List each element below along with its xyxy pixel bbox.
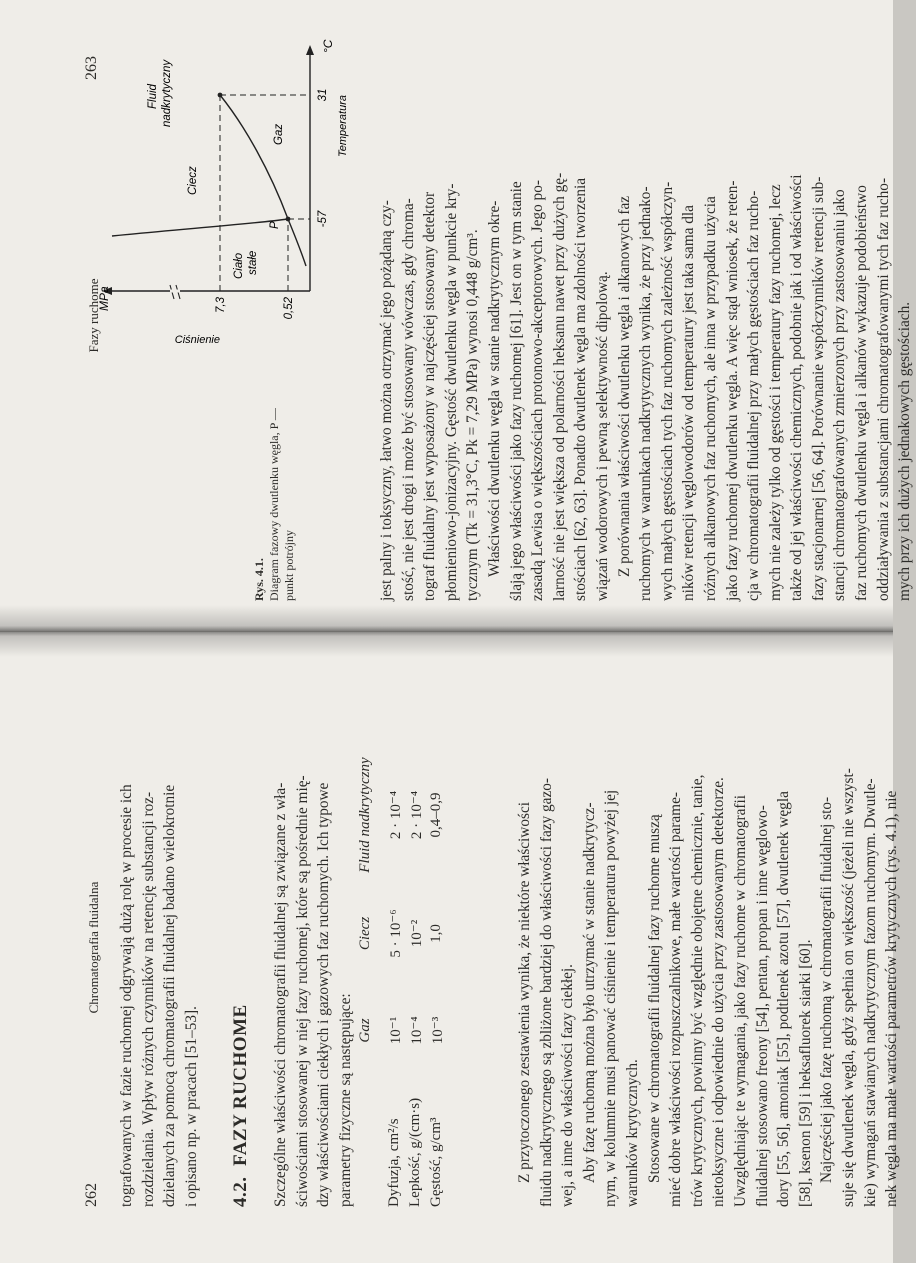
figure-caption (252, 371, 297, 601)
table-header-empty (356, 1079, 375, 1207)
right-paragraphs-body (376, 53, 916, 601)
melting-curve (112, 219, 288, 236)
table-header-gas: Gaz (357, 1018, 373, 1043)
text-line: stość, nie jest drogi i może być stosowany wówczas, gdy chroma- (399, 198, 417, 601)
x-axis-title: Temperatura (337, 95, 349, 157)
left-intro-paragraph (116, 687, 202, 1207)
text-line: suje się dwutlenek węgla, gdyż spełnia on większość (jeżeli nie wszyst- (839, 768, 857, 1207)
left-paragraphs-body (514, 687, 903, 1207)
triple-point-label: P (269, 221, 281, 229)
text-line: dzielanych za pomocą chromatografii fluidalnej badano wielokrotnie (161, 784, 179, 1207)
region-label-gas: Gaz (273, 123, 285, 145)
text-line: parametry fizyczne są następujące: (336, 993, 354, 1207)
text-line: larność nie jest większa od polarności heksanu nawet przy dużych gę- (550, 172, 568, 601)
text-line: Aby fazę ruchomą można było utrzymać w stanie nadkrytycz- (580, 802, 598, 1183)
y-axis-title: Ciśnienie (174, 334, 220, 346)
region-label-supercritical: Fluid (147, 84, 159, 109)
x-axis-arrow (306, 45, 314, 55)
section-title: FAZY RUCHOME (230, 1004, 251, 1166)
text-line: wej, a inne do właściwości fazy ciekłej. (559, 964, 577, 1207)
text-line: nek węgla ma małe wartości parametrów krytycznych (rys. 4.1), nie (883, 790, 901, 1207)
text-line: fluidalnej stosowano freony [54], pentan, propan i inne węglowo- (753, 805, 771, 1207)
text-line: jest palny i toksyczny, łatwo można otrzymać jego pożądaną czy- (378, 200, 395, 601)
cell-gas: 10⁻³ (430, 1016, 446, 1045)
text-line: ściwościami stosowanej w niej fazy ruchomej, które są pośrednie mię- (293, 775, 311, 1207)
text-line: mych nie zależy tylko od gęstości i temperatury fazy ruchomej, lecz (766, 184, 784, 601)
co2-phase-diagram (92, 36, 352, 346)
text-line: Uwzględniając te wymagania, jako fazy ruchome w chromatografii (731, 795, 749, 1207)
left-page (0, 632, 901, 1263)
text-line: Z przytoczonego zestawienia wynika, że niektóre właściwości (516, 802, 533, 1183)
text-line: jako fazy ruchomej dwutlenku węgla. A więc stąd wniosek, że reten- (723, 180, 741, 601)
text-line: warunków krytycznych. (623, 1059, 641, 1207)
text-line: fluidu nadkrytycznego są zbliżone bardziej do właściwości fazy gazo- (537, 778, 555, 1207)
cell-liquid: 1,0 (428, 924, 444, 943)
region-label-solid: Ciało (233, 252, 245, 279)
text-line: [58], ksenon [59] i heksafluorek siarki [60]. (796, 939, 814, 1207)
text-line: oddziaływania z substancjami chromatografowanymi tych faz rucho- (874, 177, 892, 601)
left-paragraph-1 (270, 687, 356, 1207)
cell-liquid: 10⁻² (409, 919, 425, 948)
table-row (406, 745, 427, 1207)
figure-caption-number: Rys. 4.1. (252, 558, 266, 601)
x-tick-critical-temperature: 31 (317, 88, 329, 102)
sublimation-curve (288, 219, 306, 266)
cell-liquid: 5 · 10⁻⁶ (388, 909, 404, 958)
section-heading (230, 1004, 252, 1207)
triple-point-marker (286, 217, 291, 222)
table-header-fluid: Fluid nadkrytyczny (357, 757, 373, 873)
caption-line: punkt potrójny (282, 530, 296, 601)
text-line: stościach [62, 63]. Ponadto dwutlenek węgla ma zdolności tworzenia (572, 177, 590, 601)
text-line: dory [55, 56], amoniak [55], podtlenek azotu [57], dwutlenek węgla (775, 791, 793, 1207)
text-line: ruchomych w warunkach nadkrytycznych wynika, że przy jednako- (637, 186, 655, 601)
text-line: kie) wymagań stawianych nadkrytycznym fazom ruchomym. Dwutle- (861, 778, 879, 1207)
right-page-number: 263 (83, 56, 100, 80)
mobile-phase-properties-table (356, 745, 448, 1207)
text-line: cja w chromatografii fluidalnej przy małych gęstościach faz rucho- (745, 190, 763, 601)
text-line: Najczęściej jako fazę ruchomą w chromatografii fluidalnej sto- (818, 796, 836, 1183)
cell-gas: 10⁻¹ (388, 1016, 404, 1045)
critical-point-marker (218, 93, 223, 98)
table-header-liquid: Ciecz (357, 916, 373, 951)
cell-fluid: 0,4–0,9 (428, 792, 444, 838)
text-line: Z porównania właściwości dwutlenku węgla i alkanowych faz (615, 195, 633, 577)
row-label: Dyfuzja, cm²/s (386, 1118, 402, 1207)
text-line: tycznym (Tk = 31,3°C, Pk = 7,29 MPa) wynosi 0,448 g/cm³. (464, 229, 482, 601)
text-line: stancji chromatografowanych zmierzonych przy zastosowaniu jako (831, 189, 849, 601)
text-line: także od jej właściwości chemicznych, podobnie jak i od właściwości (788, 174, 806, 601)
region-label-supercritical: nadkrytyczny (161, 59, 173, 127)
text-line: różnych alkanowych faz ruchomych, ale inna w przypadku użycia (701, 196, 719, 601)
text-line: tograf fluidalny jest wyposażony w najczęściej stosowany detektor (421, 191, 439, 601)
text-line: tografowanych w fazie ruchomej odgrywają dużą rolę w procesie ich (118, 784, 135, 1207)
text-line: Stosowane w chromatografii fluidalnej fazy ruchome muszą (645, 814, 663, 1183)
right-page (0, 0, 914, 631)
text-line: i opisano np. w pracach [51–53]. (182, 1006, 200, 1207)
x-tick-triple-point-temperature: -57 (317, 210, 329, 228)
text-line: nym, w kolumnie musi panować ciśnienie i temperatura powyżej jej (602, 789, 620, 1207)
text-line: wych małych gęstościach tych faz ruchomych zależność współczyn- (658, 181, 676, 601)
section-number: 4.2. (230, 1176, 251, 1207)
text-line: Właściwości dwutlenku węgla w stanie nadkrytycznym okre- (485, 200, 503, 577)
book-gutter-shadow (0, 605, 893, 657)
y-tick-critical-pressure: 7,3 (215, 297, 227, 313)
text-line: ślają jego właściwości jako fazy ruchomej [61]. Jest on w tym stanie (507, 181, 525, 601)
row-label: Lepkość, g/(cm·s) (407, 1097, 423, 1207)
region-label-liquid: Ciecz (187, 166, 199, 195)
text-line: faz ruchomych dwutlenku węgla i alkanów wykazuje podobieństwo (853, 185, 871, 601)
left-page-number: 262 (83, 1183, 100, 1207)
text-line: dzy właściwościami ciekłych i gazowych faz ruchomych. Ich typowe (315, 782, 333, 1207)
cell-fluid: 2 · 10⁻⁴ (388, 790, 404, 840)
text-line: trów krytycznych, powinny być względnie obojętne chemicznie, tanie, (688, 774, 706, 1207)
x-unit-label: °C (321, 39, 335, 53)
region-label-solid: stałe (247, 250, 259, 275)
table-row (427, 745, 448, 1207)
caption-line: Diagram fazowy dwutlenku węgla, P — (267, 408, 281, 601)
cell-gas: 10⁻⁴ (409, 1016, 425, 1045)
row-label: Gęstość, g/cm³ (428, 1117, 444, 1207)
y-unit-label: MPa (97, 286, 111, 311)
text-line: rozdzielania. Wpływ różnych czynników na retencję substancji roz- (139, 791, 157, 1207)
y-tick-triple-point-pressure: 0,52 (283, 297, 295, 320)
text-line: wiązań wodorowych i pewną selektywność dipolową. (593, 271, 611, 601)
text-line: Szczególne właściwości chromatografii fluidalnej są związane z wła- (272, 782, 289, 1207)
text-line: fazy stacjonarnej [56, 64]. Porównanie współczynników retencji sub- (809, 176, 827, 601)
text-line: mych przy ich dużych jednakowych gęstościach. (896, 301, 914, 601)
right-running-head: Fazy ruchome (86, 278, 101, 353)
text-line: płomieniowo-jonizacyjny. Gęstość dwutlenku węgla w punkcie kry- (442, 183, 460, 601)
left-running-head: Chromatografia fluidalna (86, 881, 101, 1014)
vaporization-curve (220, 95, 288, 219)
text-line: nietoksyczne i odpowiednie do użycia przy zastosowanym detektorze. (710, 777, 728, 1207)
text-line: mieć dobre właściwości rozpuszczalnikowe, małe wartości parame- (667, 792, 685, 1207)
table-header-row (356, 745, 375, 1207)
table-row (385, 745, 406, 1207)
text-line: ników retencji węglowodorów od temperatury jest taka sama dla (680, 205, 698, 601)
text-line: zasadą Lewisa o większościach protonowo-akceptorowych. Jego po- (529, 180, 547, 601)
cell-fluid: 2 · 10⁻⁴ (409, 790, 425, 840)
